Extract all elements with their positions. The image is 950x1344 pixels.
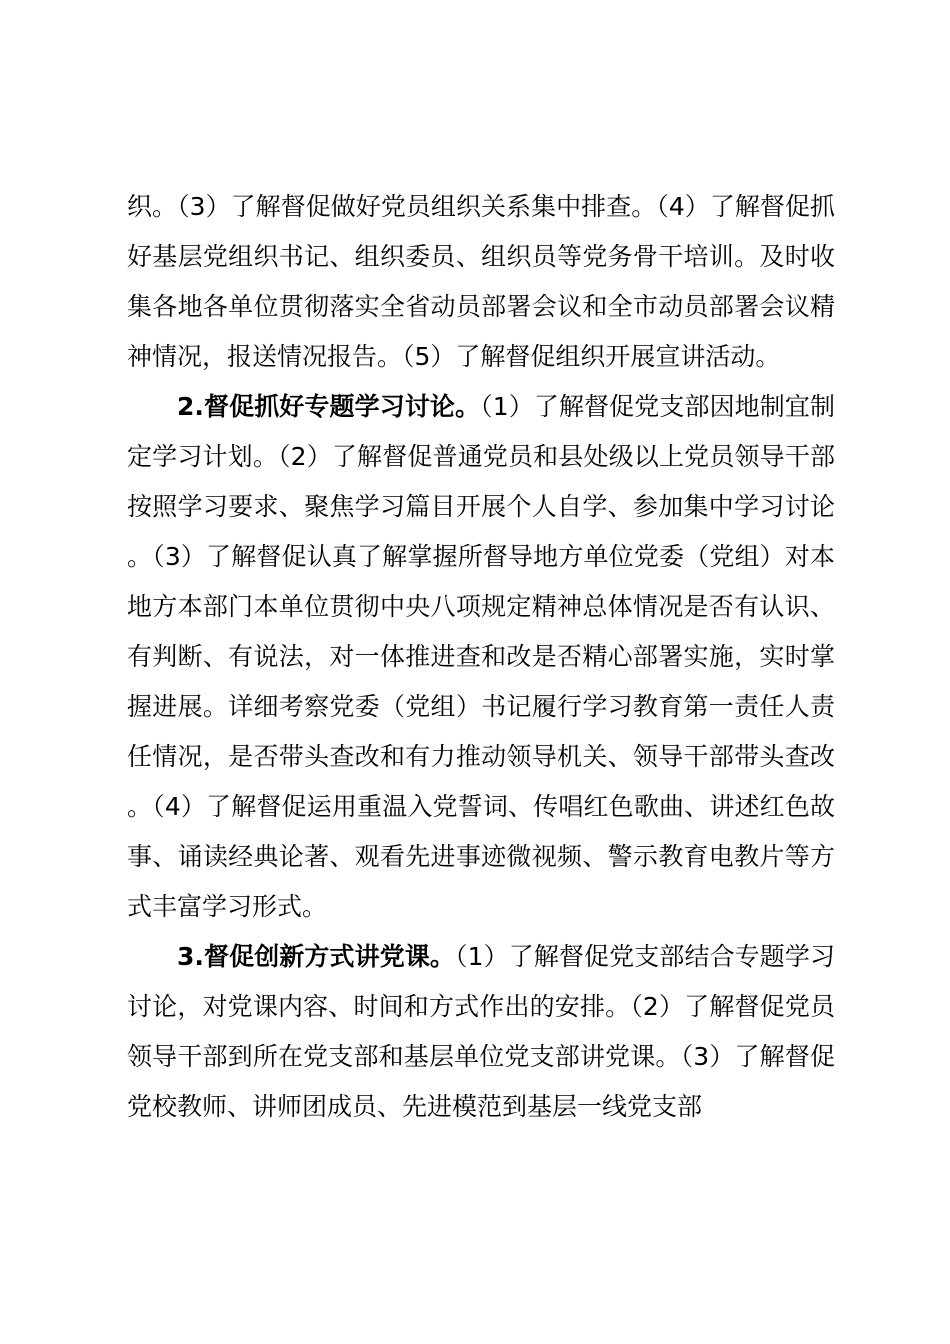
paragraph-heading: 2.督促抓好专题学习讨论。 [177,392,481,421]
paragraph-text: （1）了解督促党支部因地制宜制定学习计划。（2）了解督促普通党员和县处级以上党员领导干部按照学习要求、聚焦学习篇目开展个人自学、参加集中学习讨论。（3）了解督促认真了解掌握所督导地方单位党委（党组）对本地方本部门本单位贯彻中央八项规定精神总体情况是否有认识、有判断、有说法，对一体推进查和改是否精心部署实施，实时掌握进展。详细考察党委（党组）书记履行学习教育第一责任人责任情况，是否带头查改和有力推动领导机关、领导干部带头查改。（4）了解督促运用重温入党誓词、传唱红色歌曲、讲述红色故事、诵读经典论著、观看先进事迹微视频、警示教育电教片等方式丰富学习形式。 [127,392,835,921]
paragraph-text: （1）了解督促党支部结合专题学习讨论，对党课内容、时间和方式作出的安排。（2）了解督促党员领导干部到所在党支部和基层单位党支部讲党课。（3）了解督促党校教师、讲师团成员、先进模范到基层一线党支部 [127,942,835,1121]
paragraph-party-lecture [127,932,835,1132]
paragraph-continuation [127,182,835,382]
document-body [127,182,835,1132]
paragraph-text: 织。（3）了解督促做好党员组织关系集中排查。（4）了解督促抓好基层党组织书记、组织委员、组织员等党务骨干培训。及时收集各地各单位贯彻落实全省动员部署会议和全市动员部署会议精神情况，报送情况报告。（5）了解督促组织开展宣讲活动。 [127,192,835,371]
paragraph-study-discussion [127,382,835,932]
paragraph-heading: 3.督促创新方式讲党课。 [177,942,456,971]
